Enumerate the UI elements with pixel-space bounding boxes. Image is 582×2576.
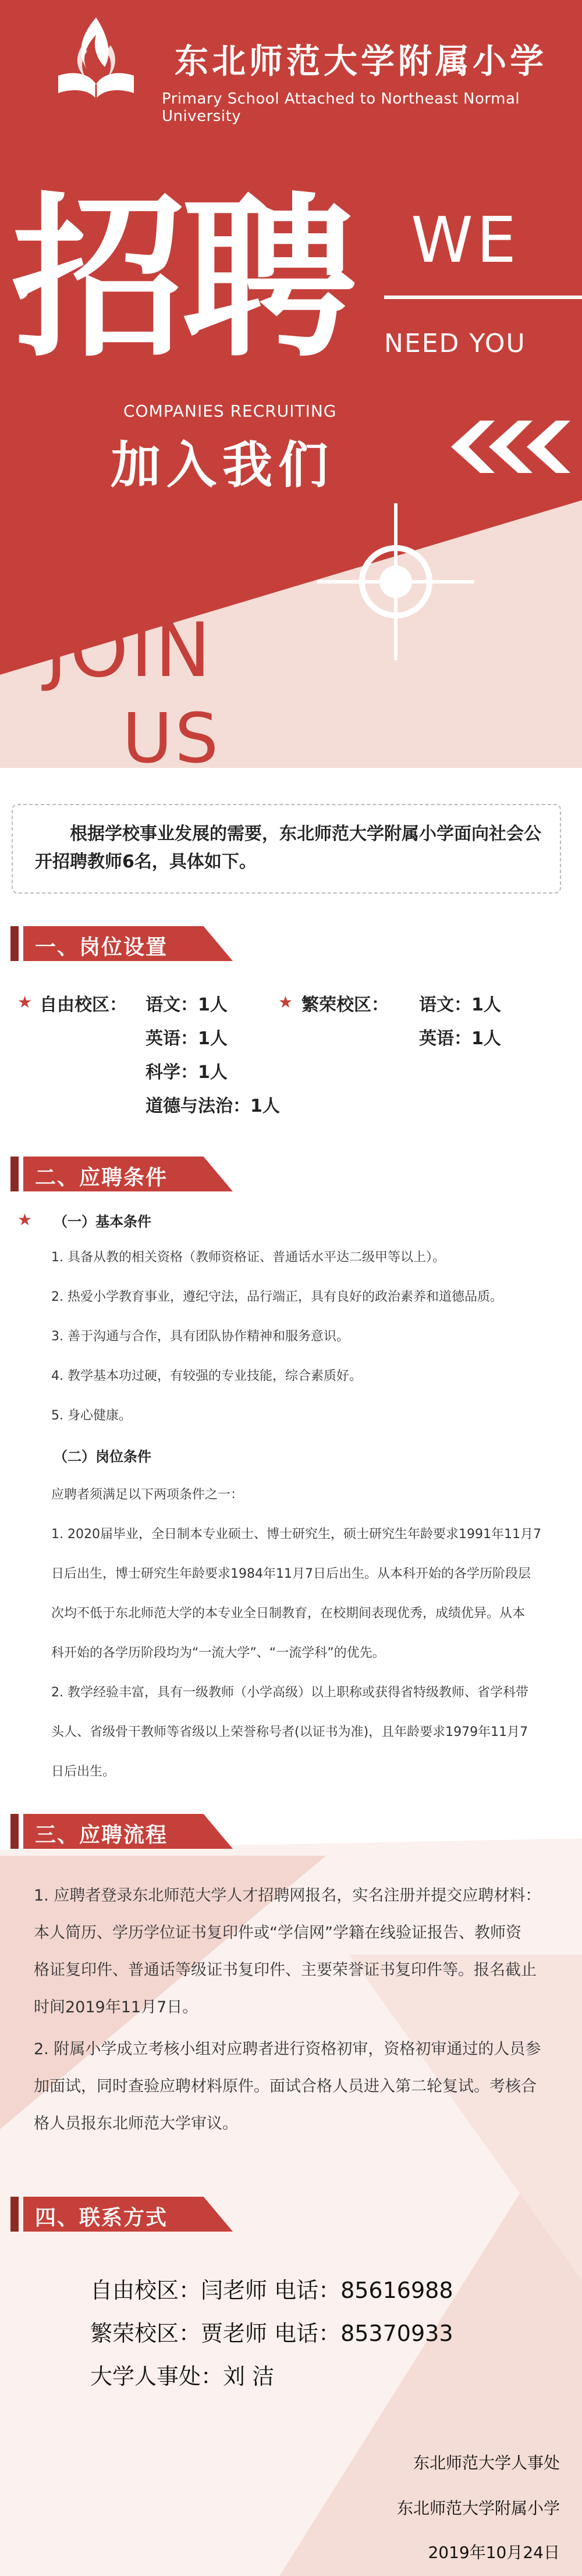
process-line: 加面试，同时查验应聘材料原件。面试合格人员进入第二轮复试。考核合 [34,2077,537,2095]
condition-item: 2. 热爱小学教育事业，遵纪守法，品行端正，具有良好的政治素养和道德品质。 [51,1290,503,1304]
hero-banner [0,0,582,768]
campus-label: 自由校区： [40,995,127,1015]
contact-line: 大学人事处：刘 洁 [90,2364,275,2389]
condition-item: 3. 善于沟通与合作，具有团队协作精神和服务意识。 [51,1329,349,1344]
target-icon [314,500,477,663]
section-header-contact [0,2197,233,2232]
section-header-process [0,1814,233,1849]
contact-line: 自由校区：闫老师 电话：85616988 [90,2278,453,2303]
section-title: 一、岗位设置 [35,935,168,959]
divider-line [384,296,582,299]
contact-line: 繁荣校区：贾老师 电话：85370933 [90,2321,453,2346]
footer-org: 东北师范大学人事处 [413,2453,560,2472]
process-line: 2. 附属小学成立考核小组对应聘者进行资格初审，资格初审通过的人员参 [34,2040,541,2058]
section-header-conditions [0,1157,233,1191]
process-line: 时间2019年11月7日。 [34,1998,198,2016]
condition-item: 4. 教学基本功过硬，有较强的专业技能，综合素质好。 [51,1369,362,1383]
condition-line: 次均不低于东北师范大学的本专业全日制教育，在校期间表现优秀，成绩优异。从本 [51,1606,526,1621]
condition-line: 头人、省级骨干教师等省级以上荣誉称号者(以证书为准)，且年龄要求1979年11月7 [51,1725,528,1739]
subsection-title: （一）基本条件 [54,1214,151,1230]
need-you-text: NEED YOU [384,329,526,358]
section-title: 四、联系方式 [35,2206,168,2230]
footer-org: 东北师范大学附属小学 [396,2499,560,2518]
join-text: JOIN [45,607,213,694]
position-item: 语文：1人 [419,995,501,1015]
chevron-arrows-icon [445,418,573,476]
process-line: 1. 应聘者登录东北师范大学人才招聘网报名，实名注册并提交应聘材料： [34,1887,541,1905]
star-icon: ★ [278,992,293,1012]
condition-item: 5. 身心健康。 [51,1408,132,1423]
position-item: 英语：1人 [419,1029,501,1049]
process-line: 本人简历、学历学位证书复印件或“学信网”学籍在线验证报告、教师资 [34,1924,521,1942]
condition-line: 科开始的各学历阶段均为“一流大学”、“一流学科”的优先。 [51,1646,385,1660]
section-header-positions [0,926,233,961]
school-logo [47,12,146,105]
we-text: WE [411,204,520,277]
section-title: 二、应聘条件 [35,1166,168,1190]
position-item: 英语：1人 [146,1029,228,1049]
us-text: US [122,698,221,768]
footer-date: 2019年10月24日 [428,2543,560,2562]
section-title: 三、应聘流程 [35,1823,168,1847]
condition-intro: 应聘者须满足以下两项条件之一： [51,1488,244,1502]
campus-label: 繁荣校区： [301,995,389,1015]
star-icon: ★ [17,1210,33,1229]
condition-line: 1. 2020届毕业，全日制本专业硕士、博士研究生，硕士研究生年龄要求1991年11月7 [51,1527,541,1542]
process-line: 格证复印件、普通话等级证书复印件、主要荣誉证书复印件等。报名截止 [34,1961,537,1979]
companies-recruiting-text: COMPANIES RECRUITING [123,401,337,421]
recruit-title: 招聘 [12,177,352,380]
school-name-cn: 东北师范大学附属小学 [175,41,548,81]
school-name-en: Primary School Attached to Northeast Normal University [162,90,520,125]
join-us-cn: 加入我们 [111,436,334,494]
process-line: 格人员报东北师范大学审议。 [34,2115,238,2133]
position-item: 道德与法治：1人 [146,1096,280,1116]
intro-text: 根据学校事业发展的需要，东北师范大学附属小学面向社会公开招聘教师6名，具体如下。 [35,824,541,872]
condition-line: 日后出生，博士研究生年龄要求1984年11月7日后出生。从本科开始的各学历阶段层 [51,1567,531,1581]
star-icon: ★ [17,992,33,1012]
position-item: 科学：1人 [146,1062,228,1083]
position-item: 语文：1人 [146,995,228,1015]
condition-line: 日后出生。 [51,1764,116,1779]
condition-item: 1. 具备从教的相关资格（教师资格证、普通话水平达二级甲等以上）。 [51,1250,445,1265]
subsection-title: （二）岗位条件 [54,1449,151,1465]
condition-line: 2. 教学经验丰富，具有一级教师（小学高级）以上职称或获得省特级教师、省学科带 [51,1685,528,1700]
